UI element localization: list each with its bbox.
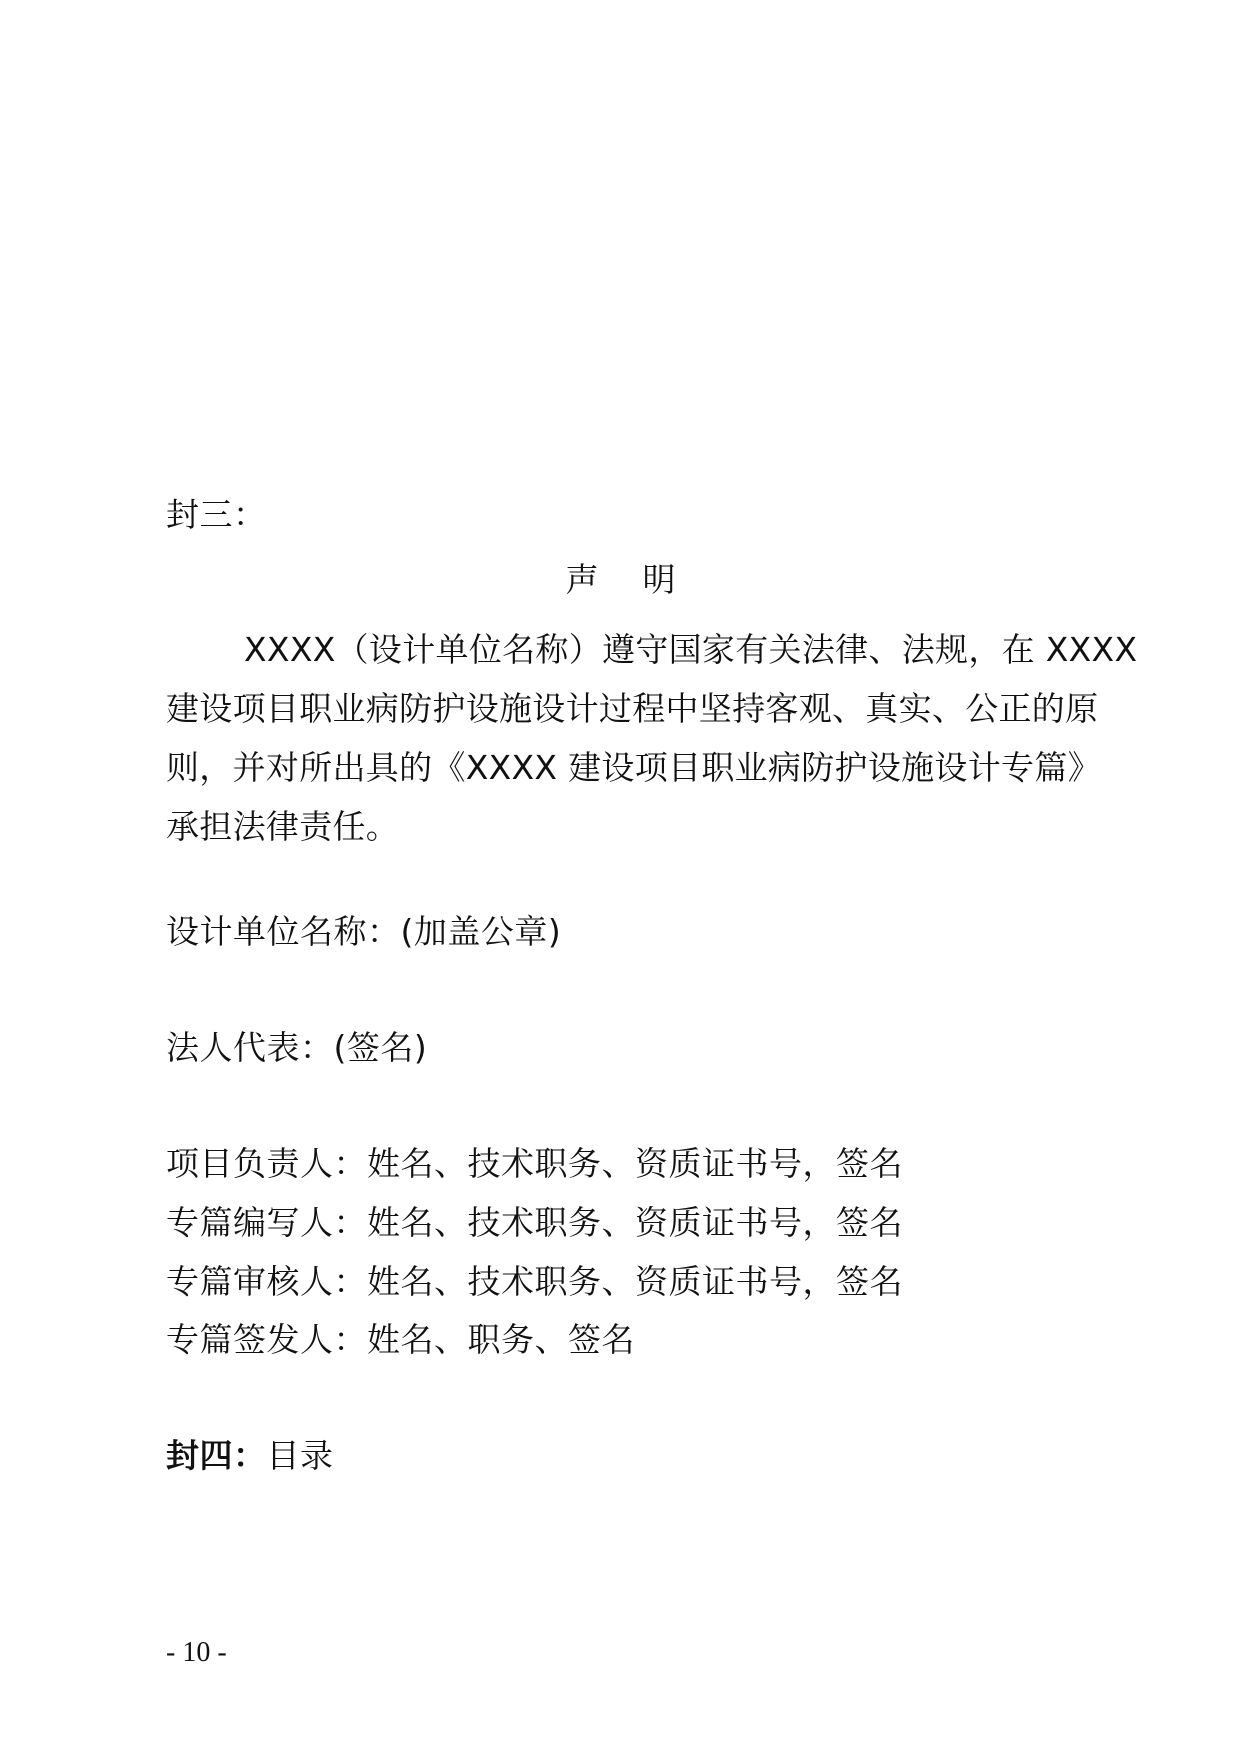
project-leader-field: 项目负责人：姓名、技术职务、资质证书号，签名 xyxy=(166,1144,903,1183)
reviewer-field: 专篇审核人：姓名、技术职务、资质证书号，签名 xyxy=(166,1262,903,1301)
paragraph-line-3: 则，并对所出具的《XXXX 建设项目职业病防护设施设计专篇》 xyxy=(166,748,1101,787)
title-char-2: 明 xyxy=(642,560,676,599)
paragraph-line-2: 建设项目职业病防护设施设计过程中坚持客观、真实、公正的原 xyxy=(166,689,1099,728)
cover3-label: 封三： xyxy=(166,495,267,534)
statement-title xyxy=(0,560,1241,600)
statement-paragraph xyxy=(166,620,1138,856)
design-unit-field: 设计单位名称：(加盖公章) xyxy=(166,912,562,951)
cover4-line xyxy=(166,1436,334,1476)
legal-representative-field: 法人代表：(签名) xyxy=(166,1028,428,1067)
issuer-field: 专篇签发人：姓名、职务、签名 xyxy=(166,1320,635,1359)
cover4-label: 封四： xyxy=(166,1436,267,1475)
page-number: - 10 - xyxy=(166,1637,227,1668)
title-char-1: 声 xyxy=(565,560,599,599)
paragraph-line-4: 承担法律责任。 xyxy=(166,807,400,846)
cover4-value: 目录 xyxy=(266,1436,334,1475)
paragraph-line-1: XXXX（设计单位名称）遵守国家有关法律、法规，在 XXXX xyxy=(244,630,1138,669)
writer-field: 专篇编写人：姓名、技术职务、资质证书号，签名 xyxy=(166,1203,903,1242)
